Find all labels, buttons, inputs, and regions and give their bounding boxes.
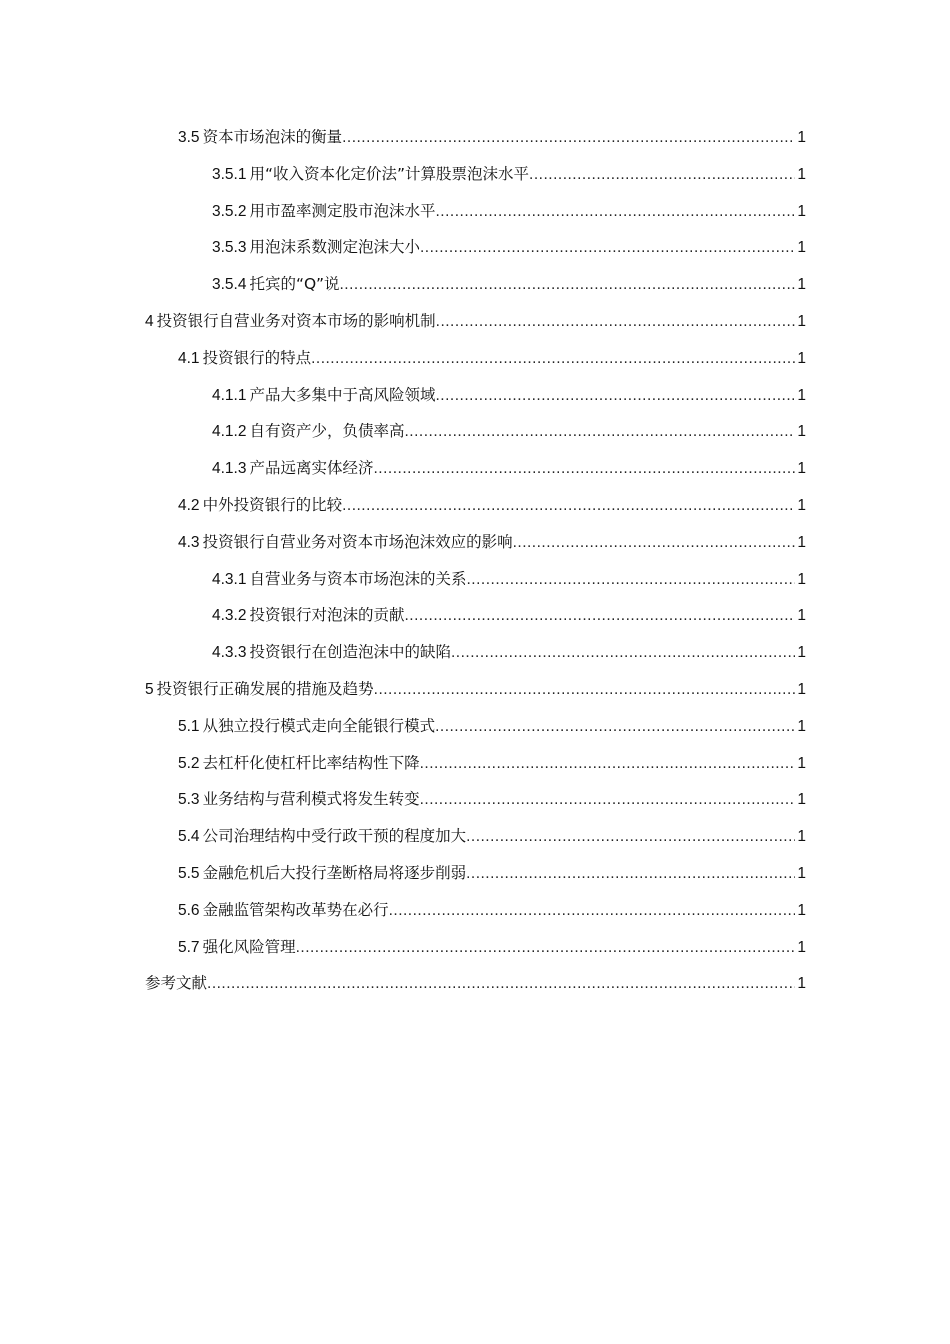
toc-entry-number: 4.3.2 (212, 607, 247, 625)
toc-entry-4-1-2[interactable] (145, 413, 806, 450)
toc-entry-4-1[interactable] (145, 340, 806, 377)
toc-entry-3-5[interactable] (145, 119, 806, 156)
toc-entry-number: 3.5 (178, 129, 200, 146)
toc-entry-title: 去杠杆化使杠杆比率结构性下降 (202, 753, 420, 772)
toc-entry-title: 产品远离实体经济 (249, 459, 374, 478)
toc-entry-number: 3.5.4 (212, 276, 247, 294)
toc-entry-number: 5.3 (178, 791, 200, 809)
toc-entry-title: 托宾的“Q”说 (249, 275, 340, 294)
toc-entry-title: 投资银行的特点 (202, 348, 312, 367)
toc-page-number: 1 (797, 901, 806, 919)
toc-entry-number: 4.3.1 (212, 570, 247, 588)
toc-entry-5-2[interactable] (145, 745, 806, 782)
toc-page-number: 1 (797, 975, 806, 993)
toc-page-number: 1 (797, 570, 806, 588)
toc-page-number: 1 (797, 644, 806, 662)
toc-entry-4-1-3[interactable] (145, 450, 806, 487)
toc-entry-3-5-3[interactable] (145, 229, 806, 266)
toc-entry-title: 投资银行自营业务对资本市场的影响机制 (156, 311, 436, 330)
toc-entry-4-3-3[interactable] (145, 634, 806, 671)
toc-entry-title: 产品大多集中于高风险领域 (249, 385, 436, 404)
dot-leader (405, 598, 796, 635)
toc-entry-number: 4.1.2 (212, 423, 247, 441)
toc-entry-number: 4 (145, 312, 154, 330)
toc-page-number: 1 (797, 791, 806, 809)
dot-leader (466, 819, 795, 856)
toc-page-number: 1 (797, 276, 806, 294)
toc-entry-3-5-1[interactable] (145, 156, 806, 193)
toc-entry-title: 用市盈率测定股市泡沫水平 (249, 201, 436, 220)
toc-page-number: 1 (797, 423, 806, 441)
toc-entry-title: 用泡沫系数测定泡沫大小 (249, 238, 420, 257)
toc-page-number: 1 (797, 239, 806, 257)
dot-leader (342, 488, 795, 525)
toc-entry-number: 4.3.3 (212, 644, 247, 662)
toc-entry-number: 4.3 (178, 533, 200, 551)
toc-entry-title: 资本市场泡沫的衡量 (202, 128, 343, 146)
dot-leader (467, 562, 796, 599)
toc-page-number: 1 (797, 680, 806, 698)
dot-leader (342, 120, 795, 157)
toc-entry-5-1[interactable] (145, 708, 806, 745)
toc-entry-3-5-2[interactable] (145, 193, 806, 230)
dot-leader (435, 709, 795, 746)
toc-entry-references[interactable] (145, 965, 806, 1002)
toc-page-number: 1 (797, 165, 806, 183)
toc-entry-title: 自营业务与资本市场泡沫的关系 (249, 569, 467, 588)
toc-entry-5[interactable] (145, 671, 806, 708)
toc-entry-title: 金融危机后大投行垄断格局将逐步削弱 (202, 863, 467, 882)
dot-leader (296, 930, 796, 967)
dot-leader (529, 157, 795, 194)
toc-entry-number: 5.5 (178, 864, 200, 882)
toc-entry-5-4[interactable] (145, 818, 806, 855)
toc-entry-title: 投资银行对泡沫的贡献 (249, 606, 405, 625)
toc-entry-title: 投资银行自营业务对资本市场泡沫效应的影响 (202, 532, 513, 551)
toc-entry-number: 5.6 (178, 901, 200, 919)
toc-entry-title: 投资银行在创造泡沫中的缺陷 (249, 643, 451, 662)
toc-entry-4-3-2[interactable] (145, 597, 806, 634)
toc-page-number: 1 (797, 533, 806, 551)
toc-page-number: 1 (797, 202, 806, 220)
toc-entry-title: 从独立投行模式走向全能银行模式 (202, 716, 436, 735)
toc-entry-number: 5 (145, 680, 154, 698)
toc-entry-4-3[interactable] (145, 524, 806, 561)
toc-entry-number: 5.7 (178, 938, 200, 956)
toc-entry-number: 4.1.1 (212, 386, 247, 404)
dot-leader (207, 966, 795, 1003)
toc-entry-4-1-1[interactable] (145, 377, 806, 414)
toc-page-number: 1 (797, 864, 806, 882)
toc-entry-number: 3.5.2 (212, 202, 247, 220)
dot-leader (451, 635, 795, 672)
dot-leader (311, 341, 795, 378)
toc-page-number: 1 (797, 460, 806, 478)
toc-page-number: 1 (797, 496, 806, 514)
toc-page-number: 1 (797, 754, 806, 772)
dot-leader (420, 230, 795, 267)
toc-entry-5-5[interactable] (145, 855, 806, 892)
toc-entry-5-3[interactable] (145, 781, 806, 818)
toc-entry-title: 投资银行正确发展的措施及趋势 (156, 679, 374, 698)
toc-entry-number: 3.5.3 (212, 239, 247, 257)
toc-entry-title: 公司治理结构中受行政干预的程度加大 (202, 827, 467, 846)
toc-entry-title: 自有资产少，负债率高 (249, 422, 405, 441)
toc-entry-4[interactable] (145, 303, 806, 340)
toc-entry-number: 5.1 (178, 717, 200, 735)
toc-page-number: 1 (797, 349, 806, 367)
toc-page-number: 1 (797, 828, 806, 846)
toc-page-number: 1 (797, 938, 806, 956)
table-of-contents (145, 119, 806, 1002)
toc-entry-title: 金融监管架构改革势在必行 (202, 900, 389, 919)
toc-entry-4-3-1[interactable] (145, 561, 806, 598)
toc-entry-number: 4.2 (178, 496, 200, 514)
dot-leader (389, 893, 796, 930)
dot-leader (374, 672, 796, 709)
dot-leader (420, 782, 796, 819)
dot-leader (436, 378, 796, 415)
dot-leader (339, 267, 795, 304)
toc-entry-title: 业务结构与营利模式将发生转变 (202, 790, 420, 809)
toc-entry-number: 5.4 (178, 828, 200, 846)
toc-entry-5-6[interactable] (145, 892, 806, 929)
dot-leader (466, 856, 795, 893)
toc-entry-number: 4.1.3 (212, 460, 247, 478)
toc-entry-3-5-4[interactable] (145, 266, 806, 303)
toc-entry-title: 用“收入资本化定价法”计算股票泡沫水平 (249, 164, 530, 183)
toc-entry-title: 中外投资银行的比较 (202, 495, 343, 514)
dot-leader (374, 451, 796, 488)
dot-leader (513, 525, 796, 562)
dot-leader (405, 414, 796, 451)
toc-page-number: 1 (797, 717, 806, 735)
dot-leader (436, 194, 796, 231)
dot-leader (420, 746, 796, 783)
toc-entry-title: 强化风险管理 (202, 937, 296, 956)
toc-entry-title: 参考文献 (145, 974, 208, 993)
toc-entry-number: 4.1 (178, 349, 200, 367)
toc-entry-5-7[interactable] (145, 929, 806, 966)
toc-page-number: 1 (797, 312, 806, 330)
toc-page-number: 1 (797, 386, 806, 404)
toc-entry-number: 5.2 (178, 754, 200, 772)
toc-page-number: 1 (797, 607, 806, 625)
toc-entry-number: 3.5.1 (212, 165, 247, 183)
dot-leader (436, 304, 796, 341)
toc-page-number: 1 (797, 129, 806, 146)
toc-entry-4-2[interactable] (145, 487, 806, 524)
